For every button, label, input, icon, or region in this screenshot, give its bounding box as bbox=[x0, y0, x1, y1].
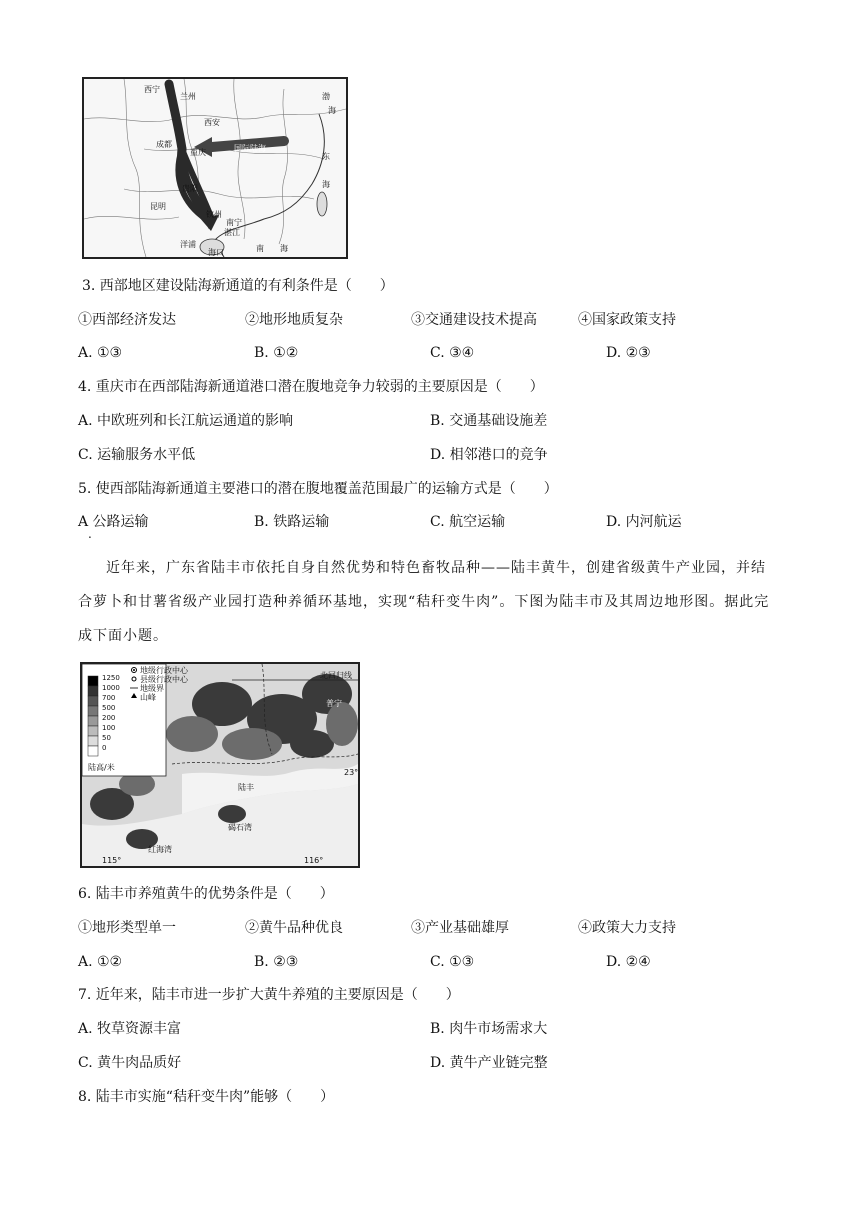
q8-stem: 8. 陆丰市实施“秸秆变牛肉”能够（ ） bbox=[78, 1089, 335, 1105]
q3-option-b[interactable]: B. ①② bbox=[254, 345, 299, 361]
elevation-label: 陆高/米 bbox=[88, 763, 115, 772]
q7-option-d[interactable]: D. 黄牛产业链完整 bbox=[430, 1055, 548, 1071]
map1-label: 国际陆海 bbox=[234, 144, 266, 153]
legend-peak: 山峰 bbox=[140, 693, 156, 702]
q6-item: ③产业基础雄厚 bbox=[411, 920, 509, 936]
place-lufeng: 陆丰 bbox=[238, 783, 254, 792]
q6-item: ④政策大力支持 bbox=[578, 920, 676, 936]
map1-label: 成都 bbox=[156, 140, 172, 149]
map1-label: 西宁 bbox=[144, 85, 160, 94]
q3-option-a[interactable]: A. ①③ bbox=[78, 345, 123, 361]
q7-option-c[interactable]: C. 黄牛肉品质好 bbox=[78, 1055, 182, 1071]
q5-option-b[interactable]: B. 铁路运输 bbox=[254, 514, 330, 530]
q6-option-b[interactable]: B. ②③ bbox=[254, 954, 299, 970]
elevation-tick: 200 bbox=[102, 714, 116, 722]
map1-label: 海口 bbox=[208, 248, 224, 257]
elevation-tick: 0 bbox=[102, 744, 107, 752]
q7-stem: 7. 近年来，陆丰市进一步扩大黄牛养殖的主要原因是（ ） bbox=[78, 987, 460, 1003]
latitude-23: 23° bbox=[344, 768, 359, 777]
map1-label: 渤 bbox=[322, 92, 330, 101]
q3-item: ②地形地质复杂 bbox=[245, 312, 343, 328]
map1-label: 海 bbox=[322, 180, 330, 189]
elevation-tick: 500 bbox=[102, 704, 116, 712]
lufeng-terrain-map bbox=[80, 662, 360, 868]
map1-label: 海 bbox=[328, 106, 336, 115]
map1-label: 钦州 bbox=[206, 210, 222, 219]
elevation-tick: 700 bbox=[102, 694, 116, 702]
q4-option-a[interactable]: A. 中欧班列和长江航运通道的影响 bbox=[78, 413, 294, 429]
elevation-tick: 50 bbox=[102, 734, 111, 742]
map1-label: 湛江 bbox=[224, 228, 240, 237]
map1-label: 兰州 bbox=[180, 92, 196, 101]
passage-text: 近年来，广东省陆丰市依托自身自然优势和特色畜牧品种——陆丰黄牛，创建省级黄牛产业园，并结合萝卜和甘薯省级产业园打造种养循环基地，实现“秸秆变牛肉”。下图为陆丰市及其周边地形图。据此完成下面小题。 bbox=[78, 560, 770, 644]
q5-stray-dot: . bbox=[88, 527, 92, 541]
legend-prefecture-boundary: 地级界 bbox=[140, 684, 164, 693]
q5-stem: 5. 使西部陆海新通道主要港口的潜在腹地覆盖范围最广的运输方式是（ ） bbox=[78, 481, 558, 497]
map1-label: 南 bbox=[256, 244, 264, 253]
q5-option-d[interactable]: D. 内河航运 bbox=[606, 514, 682, 530]
q3-item: ③交通建设技术提高 bbox=[411, 312, 537, 328]
q4-option-c[interactable]: C. 运输服务水平低 bbox=[78, 447, 196, 463]
corridor-map bbox=[82, 77, 348, 259]
q4-stem: 4. 重庆市在西部陆海新通道港口潜在腹地竞争力较弱的主要原因是（ ） bbox=[78, 379, 544, 395]
map1-label: 洋浦 bbox=[180, 240, 196, 249]
tropic-of-cancer-label: 北回归线 bbox=[320, 671, 352, 680]
map1-label: 贵阳 bbox=[182, 184, 198, 193]
q6-option-d[interactable]: D. ②④ bbox=[606, 954, 651, 970]
q3-stem: 3. 西部地区建设陆海新通道的有利条件是（ ） bbox=[82, 278, 394, 294]
lufeng-terrain-graphic bbox=[82, 664, 358, 866]
q3-option-c[interactable]: C. ③④ bbox=[430, 345, 475, 361]
q6-option-a[interactable]: A. ①② bbox=[78, 954, 123, 970]
q5-option-c[interactable]: C. 航空运输 bbox=[430, 514, 506, 530]
elevation-tick: 1250 bbox=[102, 674, 120, 682]
q4-option-b[interactable]: B. 交通基础设施差 bbox=[430, 413, 548, 429]
corridor-map-graphic bbox=[84, 79, 346, 257]
map1-label: 西安 bbox=[204, 118, 220, 127]
elevation-tick: 1000 bbox=[102, 684, 120, 692]
map1-label: 昆明 bbox=[150, 202, 166, 211]
longitude-115: 115° bbox=[102, 856, 122, 865]
q4-option-d[interactable]: D. 相邻港口的竞争 bbox=[430, 447, 548, 463]
q5-option-a[interactable]: A 公路运输 bbox=[78, 514, 149, 530]
legend-prefecture-center: 地级行政中心 bbox=[140, 666, 188, 675]
place-jieshi-bay: 碣石湾 bbox=[228, 823, 252, 832]
map1-label: 东 bbox=[322, 152, 330, 161]
q3-item: ①西部经济发达 bbox=[78, 312, 176, 328]
map1-label: 南宁 bbox=[226, 218, 242, 227]
q3-option-d[interactable]: D. ②③ bbox=[606, 345, 651, 361]
elevation-tick: 100 bbox=[102, 724, 116, 732]
place-honghai-bay: 红海湾 bbox=[148, 845, 172, 854]
q6-item: ②黄牛品种优良 bbox=[245, 920, 343, 936]
longitude-116: 116° bbox=[304, 856, 324, 865]
q6-item: ①地形类型单一 bbox=[78, 920, 176, 936]
q3-item: ④国家政策支持 bbox=[578, 312, 676, 328]
place-puning: 普宁 bbox=[326, 699, 342, 708]
legend-county-center: 县级行政中心 bbox=[140, 675, 188, 684]
q6-stem: 6. 陆丰市养殖黄牛的优势条件是（ ） bbox=[78, 886, 334, 902]
q7-option-a[interactable]: A. 牧草资源丰富 bbox=[78, 1021, 182, 1037]
map1-label: 重庆 bbox=[190, 148, 206, 157]
q7-option-b[interactable]: B. 肉牛市场需求大 bbox=[430, 1021, 548, 1037]
map1-label: 海 bbox=[280, 244, 288, 253]
q6-option-c[interactable]: C. ①③ bbox=[430, 954, 475, 970]
